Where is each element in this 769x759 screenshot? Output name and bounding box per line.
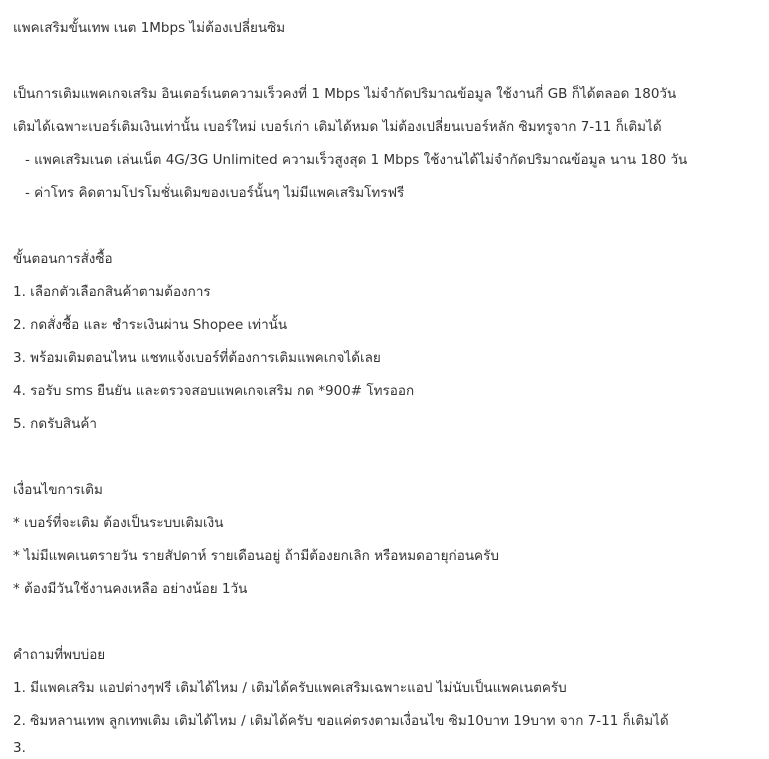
order-step: 1. เลือกตัวเลือกสินค้าตามต้องการ [13,284,211,300]
faq-item: 1. มีแพคเสริม แอปต่างๆฟรี เติมได้ไหม / เติมได้ครับแพคเสริมเฉพาะแอป ไม่นับเป็นแพคเนตครับ [13,680,567,696]
feature-item: - ค่าโทร คิดตามโปรโมชั่นเดิมของเบอร์นั้นๆ ไม่มีแพคเสริมโทรฟรี [25,185,405,201]
feature-item: - แพคเสริมเนต เล่นเน็ต 4G/3G Unlimited ความเร็วสูงสุด 1 Mbps ใช้งานได้ไม่จำกัดปริมาณข้อมูล นาน 180 วัน [25,152,688,168]
intro-line: เติมได้เฉพาะเบอร์เติมเงินเท่านั้น เบอร์ใหม่ เบอร์เก่า เติมได้หมด ไม่ต้องเปลี่ยนเบอร์หลัก ซิมทรูจาก 7-11 ก็เติมได้ [13,119,662,135]
spacer [13,215,769,248]
description-title: แพคเสริมขั้นเทพ เนต 1Mbps ไม่ต้องเปลี่ยนซิม [13,20,286,36]
spacer [13,446,769,479]
order-step: 2. กดสั่งซื้อ และ ชำระเงินผ่าน Shopee เท่านั้น [13,317,288,333]
spacer [13,611,769,644]
spacer [13,50,769,83]
conditions-heading: เงื่อนไขการเติม [13,482,103,498]
faq-item: 2. ซิมหลานเทพ ลูกเทพเติม เติมได้ไหม / เติมได้ครับ ขอแค่ตรงตามเงื่อนไข ซิม10บาท 19บาท จาก 7-11 ก็เติมได้ [13,713,669,729]
intro-line: เป็นการเติมแพคเกจเสริม อินเตอร์เนตความเร็วคงที่ 1 Mbps ไม่จำกัดปริมาณข้อมูล ใช้งานกี่ GB ก็ได้ตลอด 180วัน [13,86,677,102]
order-step: 4. รอรับ sms ยืนยัน และตรวจสอบแพคเกจเสริม กด *900# โทรออก [13,383,415,399]
faq-item-clipped: 3. [13,740,26,756]
order-step: 3. พร้อมเติมตอนไหน แชทแจ้งเบอร์ที่ต้องการเติมแพคเกจได้เลย [13,350,381,366]
order-step: 5. กดรับสินค้า [13,416,98,432]
faq-heading: คำถามที่พบบ่อย [13,647,106,663]
condition-item: * เบอร์ที่จะเติม ต้องเป็นระบบเติมเงิน [13,515,224,531]
condition-item: * ไม่มีแพคเนตรายวัน รายสัปดาห์ รายเดือนอยู่ ถ้ามีต้องยกเลิก หรือหมดอายุก่อนครับ [13,548,499,564]
condition-item: * ต้องมีวันใช้งานคงเหลือ อย่างน้อย 1วัน [13,581,248,597]
product-description [13,17,769,743]
order-steps-heading: ขั้นตอนการสั่งซื้อ [13,251,113,267]
